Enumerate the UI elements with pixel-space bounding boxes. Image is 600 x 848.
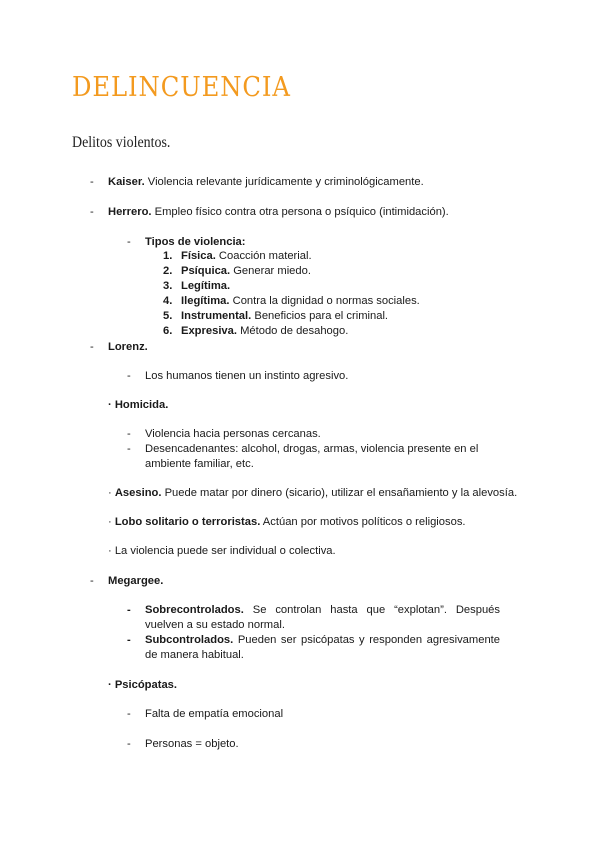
lorenz-sub: Los humanos tienen un instinto agresivo. — [145, 370, 349, 382]
lorenz-name: Lorenz. — [108, 341, 148, 353]
herrero-text: Empleo físico contra otra persona o psíquico (intimidación). — [151, 206, 449, 218]
lobo-name: Lobo solitario o terroristas. — [114, 516, 261, 528]
lorenz-item — [108, 340, 148, 355]
list-number: 4. — [163, 295, 173, 307]
list-bullet: - — [127, 370, 131, 382]
megargee-item — [108, 574, 163, 589]
tipos-list-item: 3. Legítima. — [163, 280, 231, 292]
homicida-list-item: Desencadenantes: alcohol, drogas, armas, violencia presente en el ambiente familiar, etc. — [145, 443, 479, 470]
psicopatas-heading: · Psicópatas. — [108, 679, 178, 691]
list-number: 2. — [163, 265, 173, 277]
page-title: DELINCUENCIA — [72, 72, 291, 103]
kaiser-item — [108, 175, 424, 190]
psicopatas-list-item: Falta de empatía emocional — [145, 708, 284, 720]
homicida-list-item: Violencia hacia personas cercanas. — [145, 428, 321, 440]
list-bullet: - — [90, 341, 94, 353]
tipos-list-item: 4. Ilegítima. Contra la dignidad o normas sociales. — [163, 295, 420, 307]
asesino-item: · Asesino. Puede matar por dinero (sicario), utilizar el ensañamiento y la alevosía. — [108, 487, 518, 499]
herrero-item — [108, 205, 449, 220]
lobo-item: · Lobo solitario o terroristas. Actúan por motivos políticos o religiosos. — [108, 516, 466, 528]
list-bullet: - — [127, 604, 131, 616]
list-bullet: - — [90, 176, 94, 188]
megargee-list-item: Subcontrolados. Pueden ser psicópatas y responden agresivamente de manera habitual. — [145, 634, 500, 661]
kaiser-text: Violencia relevante jurídicamente y criminológicamente. — [144, 176, 424, 188]
list-bullet: - — [127, 738, 131, 750]
tipos-list-item: 2. Psíquica. Generar miedo. — [163, 265, 311, 277]
tipos-heading: Tipos de violencia: — [145, 236, 246, 248]
individual-item: · La violencia puede ser individual o colectiva. — [108, 545, 336, 557]
list-bullet: - — [127, 236, 131, 248]
list-bullet: - — [90, 575, 94, 587]
tipos-list-item: 1. Física. Coacción material. — [163, 250, 312, 262]
kaiser-name: Kaiser. — [108, 176, 145, 188]
list-bullet: - — [127, 708, 131, 720]
homicida-heading: · Homicida. — [108, 399, 169, 411]
herrero-name: Herrero. — [108, 206, 152, 218]
section-subtitle: Delitos violentos. — [72, 134, 171, 151]
list-number: 6. — [163, 325, 173, 337]
tipos-list-item: 5. Instrumental. Beneficios para el criminal. — [163, 310, 389, 322]
tipos-list-item: 6. Expresiva. Método de desahogo. — [163, 325, 349, 337]
megargee-name: Megargee. — [108, 575, 164, 587]
list-number: 5. — [163, 310, 173, 322]
list-bullet: - — [127, 634, 131, 646]
megargee-list-item: Sobrecontrolados. Se controlan hasta que “explotan”. Después vuelven a su estado normal. — [145, 604, 500, 631]
list-number: 3. — [163, 280, 173, 292]
list-bullet: - — [90, 206, 94, 218]
psicopatas-list-item: Personas = objeto. — [145, 738, 239, 750]
list-number: 1. — [163, 250, 173, 262]
list-bullet: - — [127, 428, 131, 440]
asesino-name: Asesino. — [114, 487, 162, 499]
list-bullet: - — [127, 443, 131, 455]
